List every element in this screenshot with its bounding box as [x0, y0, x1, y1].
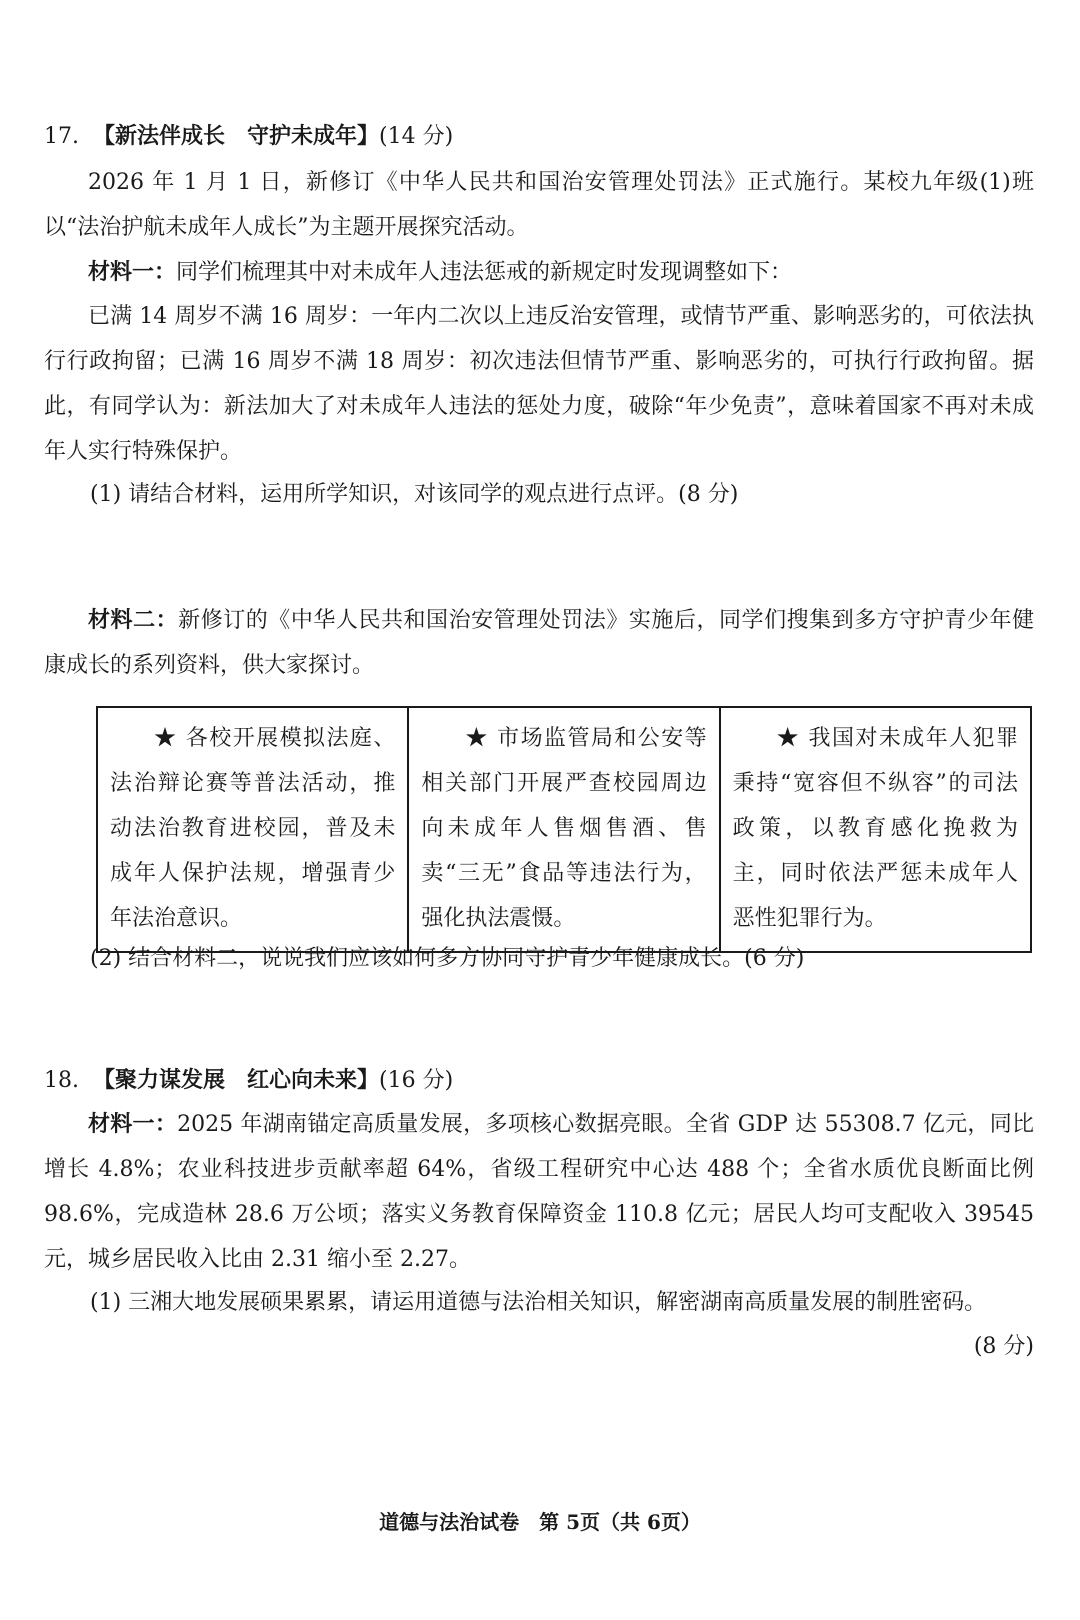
question-18-material-1: [44, 1102, 1034, 1282]
table-cell-regulators: ★ 市场监管局和公安等相关部门开展严查校园周边向未成年人售烟售酒、售卖“三无”食品等违法行为，强化执法震慑。: [408, 707, 719, 952]
table-row: [97, 707, 1031, 952]
material-1-text: 同学们梳理其中对未成年人违法惩戒的新规定时发现调整如下：: [176, 260, 793, 285]
question-17-score: (14 分): [379, 124, 454, 149]
material-1-label: 材料一：: [88, 259, 177, 285]
question-17-intro: 2026 年 1 月 1 日，新修订《中华人民共和国治安管理处罚法》正式施行。某校九年级(1)班以“法治护航未成年人成长”为主题开展探究活动。: [44, 170, 1034, 240]
question-17-material-1: [44, 250, 1034, 295]
question-17-title: [44, 114, 453, 159]
material-1-text: 2025 年湖南锚定高质量发展，多项核心数据亮眼。全省 GDP 达 55308.7 亿元，同比增长 4.8%；农业科技进步贡献率超 64%，省级工程研究中心达 488 个；全省水质优良断面比例 98.6%，完成造林 28.6 万公顷；落实义务教育保障资金 110.8 亿元；居民人均可支配收入 39545 元，城乡居民收入比由 2.31 缩小至 2.27。: [44, 1112, 1034, 1272]
question-17-material-2: [44, 598, 1034, 688]
question-18-score: (16 分): [379, 1068, 454, 1093]
material-2-table: [96, 706, 1032, 953]
question-18-title: [44, 1058, 453, 1103]
question-18-sub-1: (1) 三湘大地发展硕果累累，请运用道德与法治相关知识，解密湖南高质量发展的制胜密码。: [90, 1290, 987, 1315]
question-18-theme: 【聚力谋发展 红心向未来】: [93, 1067, 380, 1093]
table-cell-schools: ★ 各校开展模拟法庭、法治辩论赛等普法活动，推动法治教育进校园，普及未成年人保护法规，增强青少年法治意识。: [97, 707, 408, 952]
question-17-sub-2: (2) 结合材料二，说说我们应该如何多方协同守护青少年健康成长。(6 分): [90, 946, 805, 971]
material-1-label: 材料一：: [88, 1111, 178, 1137]
material-2-text: 新修订的《中华人民共和国治安管理处罚法》实施后，同学们搜集到多方守护青少年健康成长的系列资料，供大家探讨。: [44, 608, 1034, 678]
table-cell-judicial-policy: ★ 我国对未成年人犯罪秉持“宽容但不纵容”的司法政策，以教育感化挽救为主，同时依法严惩未成年人恶性犯罪行为。: [720, 707, 1031, 952]
material-2-label: 材料二：: [88, 607, 179, 633]
question-18-number: 18.: [44, 1068, 79, 1093]
question-17-sub-1: (1) 请结合材料，运用所学知识，对该同学的观点进行点评。(8 分): [90, 482, 739, 507]
question-17-theme: 【新法伴成长 守护未成年】: [93, 123, 380, 149]
question-18-sub-1-score: (8 分): [973, 1334, 1034, 1359]
page-footer: 道德与法治试卷 第 5页（共 6页）: [379, 1510, 701, 1534]
question-17-number: 17.: [44, 124, 79, 149]
question-17-material-1-detail: 已满 14 周岁不满 16 周岁：一年内二次以上违反治安管理，或情节严重、影响恶劣的，可依法执行行政拘留；已满 16 周岁不满 18 周岁：初次违法但情节严重、影响恶劣的，可执行行政拘留。据此，有同学认为：新法加大了对未成年人违法的惩处力度，破除“年少免责”，意味着国家不再对未成年人实行特殊保护。: [44, 304, 1034, 464]
